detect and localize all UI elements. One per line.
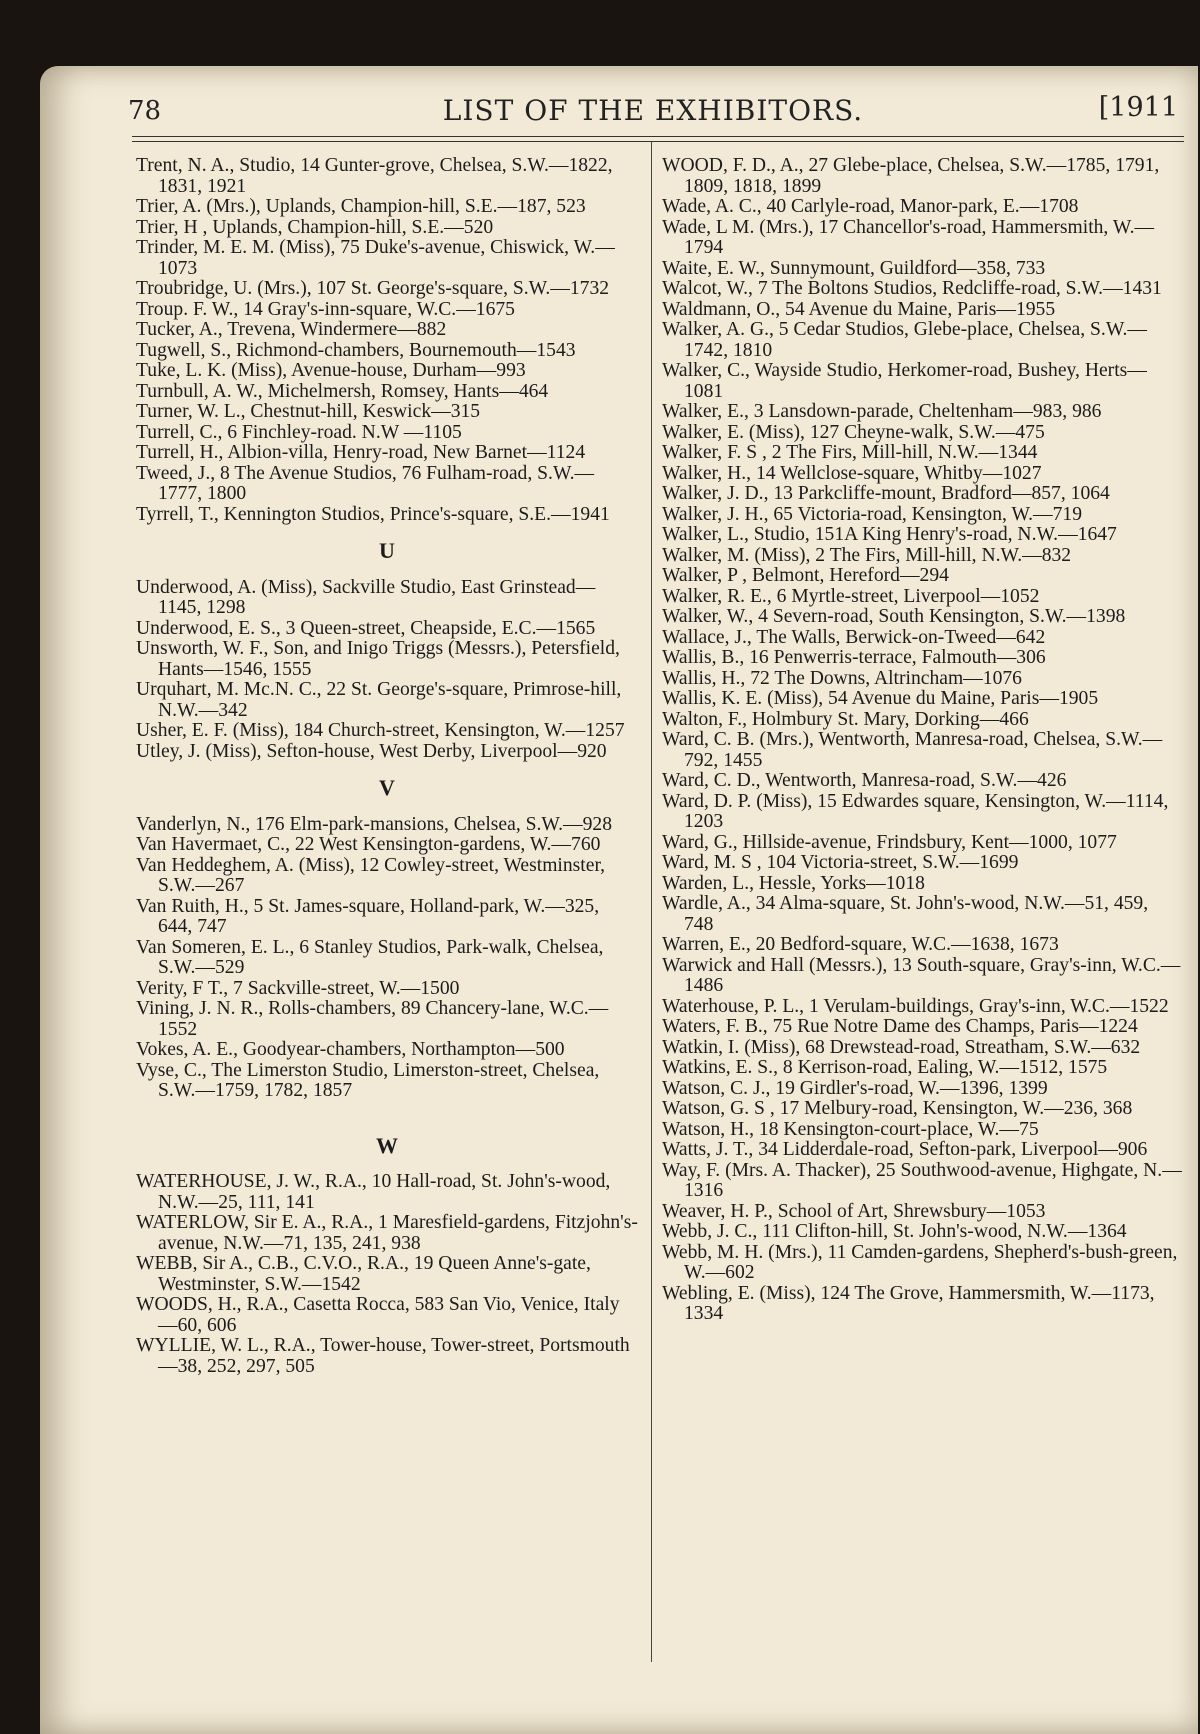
list-item: Walcot, W., 7 The Boltons Studios, Redcliffe-road, S.W.—1431: [662, 278, 1162, 299]
list-item: Turrell, H., Albion-villa, Henry-road, New Barnet—1124: [136, 442, 586, 463]
list-item: Webling, E. (Miss), 124 The Grove, Hammersmith, W.—1173, 1334: [662, 1282, 1155, 1324]
left-column: [136, 156, 638, 1377]
list-item: Webb, J. C., 111 Clifton-hill, St. John's-wood, N.W.—1364: [662, 1221, 1127, 1242]
list-item: Turner, W. L., Chestnut-hill, Keswick—315: [136, 401, 481, 422]
header-rule-thin: [132, 141, 1184, 142]
list-item: Wardle, A., 34 Alma-square, St. John's-wood, N.W.—51, 459, 748: [662, 893, 1149, 935]
section-heading-v: V: [379, 775, 395, 800]
list-item: Wallis, B., 16 Penwerris-terrace, Falmouth—306: [662, 647, 1046, 668]
list-item: Tucker, A., Trevena, Windermere—882: [136, 319, 447, 340]
list-item: Walker, C., Wayside Studio, Herkomer-road, Bushey, Herts—1081: [662, 360, 1147, 402]
list-item: Underwood, E. S., 3 Queen-street, Cheapside, E.C.—1565: [136, 617, 596, 639]
list-item: Watkins, E. S., 8 Kerrison-road, Ealing, W.—1512, 1575: [662, 1057, 1108, 1078]
list-item: Walker, L., Studio, 151A King Henry's-road, N.W.—1647: [662, 524, 1117, 545]
list-item: Utley, J. (Miss), Sefton-house, West Derby, Liverpool—920: [136, 740, 607, 762]
t-entries: [136, 156, 638, 525]
list-item: Webb, M. H. (Mrs.), 11 Camden-gardens, Shepherd's-bush-green, W.—602: [662, 1241, 1178, 1283]
year-label: [1911: [1098, 92, 1178, 123]
header-rule: [132, 136, 1184, 137]
list-item: Walker, A. G., 5 Cedar Studios, Glebe-place, Chelsea, S.W.—1742, 1810: [662, 319, 1148, 361]
list-item: Walker, W., 4 Severn-road, South Kensington, S.W.—1398: [662, 606, 1126, 627]
list-item: Ward, G., Hillside-avenue, Frindsbury, Kent—1000, 1077: [662, 831, 1117, 853]
page-number: 78: [128, 96, 162, 126]
section-heading-w: W: [376, 1132, 398, 1158]
list-item: Watkin, I. (Miss), 68 Drewstead-road, Streatham, S.W.—632: [662, 1036, 1141, 1058]
list-item: Ward, C. D., Wentworth, Manresa-road, S.W.—426: [662, 770, 1067, 791]
list-item: Tugwell, S., Richmond-chambers, Bournemouth—1543: [136, 339, 576, 361]
list-item: Watson, H., 18 Kensington-court-place, W.—75: [662, 1118, 1039, 1140]
list-item: Troup. F. W., 14 Gray's-inn-square, W.C.—1675: [136, 298, 515, 320]
list-item: WOODS, H., R.A., Casetta Rocca, 583 San Vio, Venice, Italy—60, 606: [136, 1294, 620, 1336]
section-heading-u: U: [379, 538, 395, 563]
list-item: Vanderlyn, N., 176 Elm-park-mansions, Chelsea, S.W.—928: [136, 813, 612, 835]
list-item: Ward, C. B. (Mrs.), Wentworth, Manresa-road, Chelsea, S.W.—792, 1455: [662, 729, 1163, 771]
list-item: Urquhart, M. Mc.N. C., 22 St. George's-square, Primrose-hill, N.W.—342: [136, 679, 622, 721]
list-item: WYLLIE, W. L., R.A., Tower-house, Tower-street, Portsmouth—38, 252, 297, 505: [136, 1335, 630, 1377]
list-item: Walker, F. S , 2 The Firs, Mill-hill, N.W.—1344: [662, 442, 1038, 463]
list-item: WEBB, Sir A., C.B., C.V.O., R.A., 19 Queen Anne's-gate, Westminster, S.W.—1542: [136, 1253, 591, 1295]
list-item: Wallis, K. E. (Miss), 54 Avenue du Maine, Paris—1905: [662, 688, 1099, 709]
list-item: Van Havermaet, C., 22 West Kensington-gardens, W.—760: [136, 834, 601, 855]
list-item: Trier, A. (Mrs.), Uplands, Champion-hill, S.E.—187, 523: [136, 196, 586, 217]
list-item: Warden, L., Hessle, Yorks—1018: [662, 872, 925, 894]
list-item: Walker, E. (Miss), 127 Cheyne-walk, S.W.—475: [662, 421, 1045, 443]
list-item: Vining, J. N. R., Rolls-chambers, 89 Chancery-lane, W.C.—1552: [136, 998, 609, 1040]
book-page: [40, 66, 1198, 1734]
list-item: Tweed, J., 8 The Avenue Studios, 76 Fulham-road, S.W.—1777, 1800: [136, 462, 595, 504]
list-item: Van Ruith, H., 5 St. James-square, Holland-park, W.—325, 644, 747: [136, 895, 600, 937]
list-item: Underwood, A. (Miss), Sackville Studio, East Grinstead—1145, 1298: [136, 576, 596, 618]
list-item: Turrell, C., 6 Finchley-road. N.W —1105: [136, 421, 462, 443]
list-item: Van Someren, E. L., 6 Stanley Studios, Park-walk, Chelsea, S.W.—529: [136, 936, 604, 978]
list-item: Wade, L M. (Mrs.), 17 Chancellor's-road, Hammersmith, W.—1794: [662, 216, 1155, 258]
list-item: Vokes, A. E., Goodyear-chambers, Northampton—500: [136, 1039, 565, 1060]
list-item: Verity, F T., 7 Sackville-street, W.—1500: [136, 977, 460, 999]
list-item: Waite, E. W., Sunnymount, Guildford—358, 733: [662, 257, 1046, 279]
page-header: [128, 92, 1178, 146]
list-item: Wallace, J., The Walls, Berwick-on-Tweed—642: [662, 626, 1046, 648]
list-item: Waters, F. B., 75 Rue Notre Dame des Champs, Paris—1224: [662, 1016, 1138, 1037]
list-item: Tuke, L. K. (Miss), Avenue-house, Durham—993: [136, 360, 526, 381]
list-item: Walker, J. H., 65 Victoria-road, Kensington, W.—719: [662, 503, 1083, 525]
list-item: Weaver, H. P., School of Art, Shrewsbury—1053: [662, 1200, 1046, 1222]
list-item: Wallis, H., 72 The Downs, Altrincham—1076: [662, 667, 1022, 689]
right-column: [662, 156, 1182, 1325]
list-item: Walker, R. E., 6 Myrtle-street, Liverpool—1052: [662, 585, 1040, 607]
list-item: Vyse, C., The Limerston Studio, Limerston-street, Chelsea, S.W.—1759, 1782, 1857: [136, 1059, 600, 1101]
column-divider: [651, 142, 652, 1662]
list-item: Ward, D. P. (Miss), 15 Edwardes square, Kensington, W.—1114, 1203: [662, 790, 1169, 832]
running-title: LIST OF THE EXHIBITORS.: [442, 94, 864, 127]
list-item: Van Heddeghem, A. (Miss), 12 Cowley-street, Westminster, S.W.—267: [136, 854, 606, 896]
list-item: WOOD, F. D., A., 27 Glebe-place, Chelsea, S.W.—1785, 1791, 1809, 1818, 1899: [662, 155, 1160, 197]
list-item: Warren, E., 20 Bedford-square, W.C.—1638, 1673: [662, 934, 1059, 955]
list-item: Way, F. (Mrs. A. Thacker), 25 Southwood-avenue, Highgate, N.—1316: [662, 1159, 1182, 1201]
list-item: Watts, J. T., 34 Lidderdale-road, Sefton-park, Liverpool—906: [662, 1139, 1148, 1160]
list-item: Waldmann, O., 54 Avenue du Maine, Paris—1955: [662, 298, 1056, 320]
list-item: Troubridge, U. (Mrs.), 107 St. George's-square, S.W.—1732: [136, 278, 610, 299]
v-entries: [136, 815, 638, 1102]
list-item: Tyrrell, T., Kennington Studios, Prince's-square, S.E.—1941: [136, 503, 610, 525]
list-item: Walker, M. (Miss), 2 The Firs, Mill-hill, N.W.—832: [662, 544, 1072, 566]
list-item: Walker, P , Belmont, Hereford—294: [662, 565, 949, 586]
list-item: Walker, E., 3 Lansdown-parade, Cheltenham—983, 986: [662, 401, 1102, 422]
list-item: WATERLOW, Sir E. A., R.A., 1 Maresfield-gardens, Fitzjohn's-avenue, N.W.—71, 135, 241, 938: [136, 1212, 638, 1254]
list-item: Trier, H , Uplands, Champion-hill, S.E.—520: [136, 216, 494, 238]
list-item: Walker, J. D., 13 Parkcliffe-mount, Bradford—857, 1064: [662, 483, 1110, 504]
list-item: Warwick and Hall (Messrs.), 13 South-square, Gray's-inn, W.C.—1486: [662, 954, 1181, 996]
list-item: Trent, N. A., Studio, 14 Gunter-grove, Chelsea, S.W.—1822, 1831, 1921: [136, 155, 613, 197]
list-item: Walton, F., Holmbury St. Mary, Dorking—466: [662, 708, 1029, 730]
list-item: WATERHOUSE, J. W., R.A., 10 Hall-road, St. John's-wood, N.W.—25, 111, 141: [136, 1171, 611, 1213]
list-item: Walker, H., 14 Wellclose-square, Whitby—1027: [662, 462, 1042, 484]
list-item: Turnbull, A. W., Michelmersh, Romsey, Hants—464: [136, 380, 549, 402]
list-item: Usher, E. F. (Miss), 184 Church-street, Kensington, W.—1257: [136, 720, 625, 741]
w-entries: [136, 1172, 638, 1377]
list-item: Watson, G. S , 17 Melbury-road, Kensington, W.—236, 368: [662, 1098, 1133, 1119]
list-item: Ward, M. S , 104 Victoria-street, S.W.—1699: [662, 852, 1019, 873]
u-entries: [136, 578, 638, 763]
list-item: Watson, C. J., 19 Girdler's-road, W.—1396, 1399: [662, 1077, 1048, 1099]
list-item: Unsworth, W. F., Son, and Inigo Triggs (Messrs.), Petersfield, Hants—1546, 1555: [136, 638, 620, 680]
list-item: Trinder, M. E. M. (Miss), 75 Duke's-avenue, Chiswick, W.—1073: [136, 237, 615, 279]
list-item: Waterhouse, P. L., 1 Verulam-buildings, Gray's-inn, W.C.—1522: [662, 995, 1169, 1017]
list-item: Wade, A. C., 40 Carlyle-road, Manor-park, E.—1708: [662, 196, 1079, 217]
